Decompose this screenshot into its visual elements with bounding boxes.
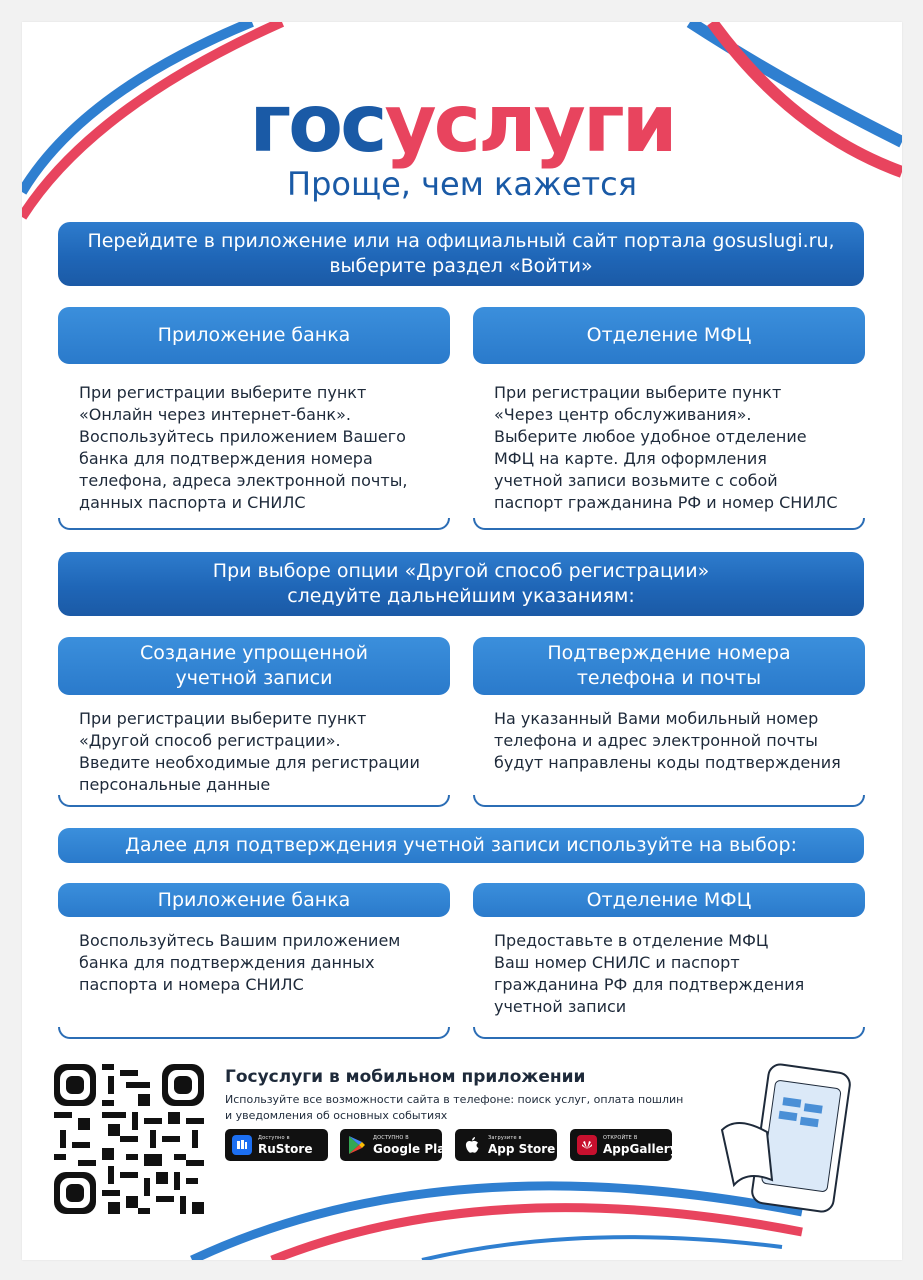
text-line: Ваш номер СНИЛС и паспорт <box>494 953 740 972</box>
logo-part-gos: гос <box>249 77 385 170</box>
intro-banner <box>58 222 864 286</box>
confirmation-choice-banner <box>58 828 864 863</box>
tagline: Проще, чем кажется <box>287 165 637 203</box>
heading-line: Подтверждение номера <box>547 642 791 664</box>
store-caption: ДОСТУПНО В <box>373 1134 409 1141</box>
text-line: «Онлайн через интернет-банк». <box>79 405 351 424</box>
logo-part-uslugi: услуги <box>384 77 675 170</box>
heading-text: Отделение МФЦ <box>586 888 752 911</box>
store-caption: Доступно в <box>258 1134 290 1141</box>
heading-line: телефона и почты <box>576 667 762 689</box>
huawei-icon <box>577 1135 597 1155</box>
store-name: App Store <box>488 1141 556 1156</box>
text-line: телефона, адреса электронной почты, <box>79 471 408 490</box>
text-line: паспорт гражданина РФ и номер СНИЛС <box>494 493 838 512</box>
simplified-account-heading <box>58 637 450 695</box>
store-name: Google Play <box>373 1141 453 1156</box>
other-method-banner-line1: При выборе опции «Другой способ регистрации» <box>212 560 710 582</box>
bank-app-description <box>79 382 451 514</box>
mfc-description <box>494 382 866 514</box>
google-play-icon <box>347 1135 367 1155</box>
mfc-confirm-heading <box>473 883 865 917</box>
poster <box>22 22 902 1260</box>
section-divider <box>58 1027 450 1039</box>
apple-icon <box>462 1135 482 1155</box>
text-line: банка для подтверждения данных <box>79 953 375 972</box>
text-line: учетной записи возьмите с собой <box>494 471 778 490</box>
text-line: «Через центр обслуживания». <box>494 405 752 424</box>
app-store-badge[interactable] <box>455 1129 557 1161</box>
section-divider <box>473 1027 865 1039</box>
mfc-confirm-description <box>494 930 866 1018</box>
text-line: «Другой способ регистрации». <box>79 731 341 750</box>
text-line: гражданина РФ для подтверждения <box>494 975 805 994</box>
appgallery-badge[interactable] <box>570 1129 678 1161</box>
rustore-icon <box>232 1135 252 1155</box>
text-line: будут направлены коды подтверждения <box>494 753 841 772</box>
phone-illustration <box>712 1060 862 1220</box>
intro-banner-line2: выберите раздел «Войти» <box>329 255 593 277</box>
simplified-account-description <box>79 708 451 796</box>
text-line: данных паспорта и СНИЛС <box>79 493 306 512</box>
text-line: Предоставьте в отделение МФЦ <box>494 931 769 950</box>
section-divider <box>58 795 450 807</box>
phone-email-confirmation-description <box>494 708 866 774</box>
section-divider <box>473 518 865 530</box>
rustore-badge[interactable] <box>225 1129 328 1161</box>
text-line: банка для подтверждения номера <box>79 449 373 468</box>
google-play-badge[interactable] <box>340 1129 453 1161</box>
footer-subtitle-line: Используйте все возможности сайта в телефоне: поиск услуг, оплата пошлин <box>225 1093 684 1106</box>
text-line: Воспользуйтесь приложением Вашего <box>79 427 406 446</box>
bank-app-heading-text: Приложение банка <box>157 324 351 346</box>
other-method-banner-line2: следуйте дальнейшим указаниям: <box>287 585 635 607</box>
text-line: При регистрации выберите пункт <box>79 383 367 402</box>
section-divider <box>473 795 865 807</box>
text-line: При регистрации выберите пункт <box>79 709 367 728</box>
heading-line: Создание упрощенной <box>139 642 369 664</box>
bank-app-confirm-description <box>79 930 451 996</box>
mfc-heading-text: Отделение МФЦ <box>586 324 752 346</box>
other-method-banner <box>58 552 864 616</box>
text-line: телефона и адрес электронной почты <box>494 731 818 750</box>
text-line: При регистрации выберите пункт <box>494 383 782 402</box>
text-line: Выберите любое удобное отделение <box>494 427 807 446</box>
footer-subtitle-line: и уведомления об основных событиях <box>225 1109 448 1122</box>
intro-banner-line1: Перейдите в приложение или на официальный сайт портала gosuslugi.ru, <box>87 230 835 252</box>
heading-text: Приложение банка <box>157 888 351 911</box>
store-caption: ОТКРОЙТЕ В <box>603 1134 638 1141</box>
text-line: Введите необходимые для регистрации <box>79 753 420 772</box>
heading-line: учетной записи <box>175 667 333 689</box>
mfc-heading <box>473 307 865 364</box>
gosuslugi-logo <box>22 77 902 170</box>
phone-email-confirmation-heading <box>473 637 865 695</box>
text-line: учетной записи <box>494 997 627 1016</box>
footer-subtitle <box>225 1092 683 1124</box>
store-name: RuStore <box>258 1141 313 1156</box>
section-divider <box>58 518 450 530</box>
bank-app-confirm-heading <box>58 883 450 917</box>
bank-app-heading <box>58 307 450 364</box>
text-line: МФЦ на карте. Для оформления <box>494 449 767 468</box>
footer-title: Госуслуги в мобильном приложении <box>225 1067 586 1087</box>
store-name: AppGallery <box>603 1141 678 1156</box>
text-line: персональные данные <box>79 775 271 794</box>
text-line: Воспользуйтесь Вашим приложением <box>79 931 401 950</box>
confirmation-choice-banner-text: Далее для подтверждения учетной записи используйте на выбор: <box>125 834 797 856</box>
text-line: На указанный Вами мобильный номер <box>494 709 819 728</box>
text-line: паспорта и номера СНИЛС <box>79 975 304 994</box>
store-caption: Загрузите в <box>488 1134 522 1141</box>
qr-code[interactable] <box>54 1064 204 1214</box>
